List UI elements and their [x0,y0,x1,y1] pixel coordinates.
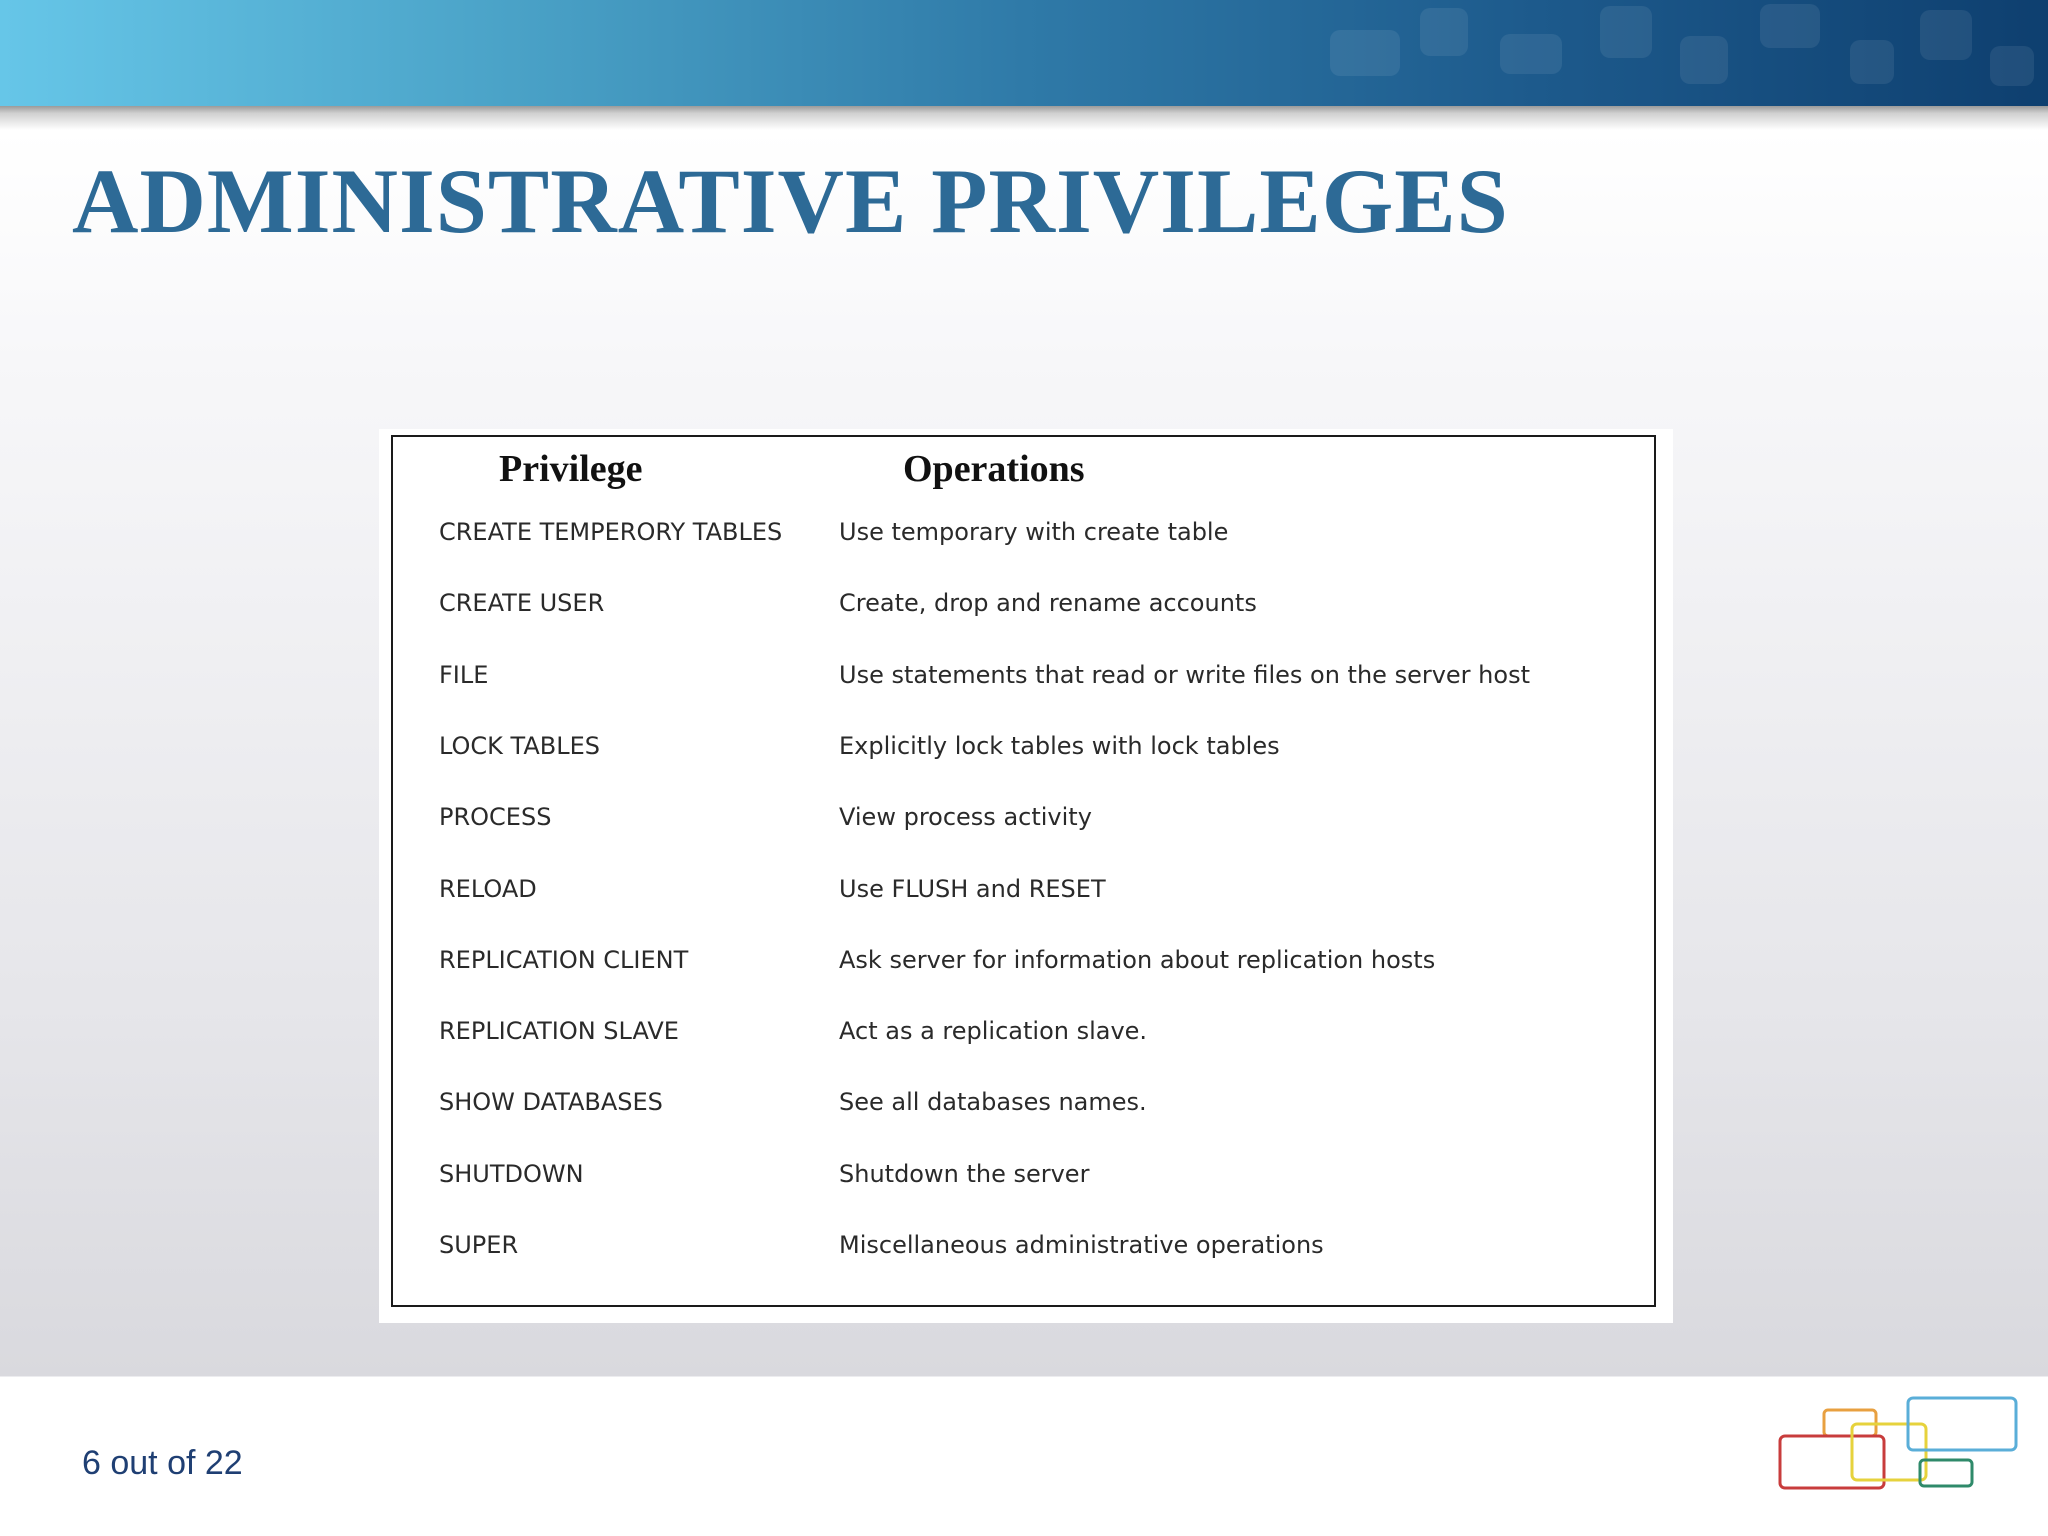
operation-cell: Use FLUSH and RESET [839,874,1106,903]
operation-cell: Shutdown the server [839,1159,1090,1188]
privileges-table-card [379,429,1673,1323]
operation-cell: View process activity [839,803,1092,832]
privilege-cell: SUPER [439,1231,519,1259]
table-row [393,1011,1654,1051]
privilege-cell: SHUTDOWN [439,1159,584,1188]
operation-cell: See all databases names. [839,1088,1147,1117]
column-header-operations: Operations [903,448,1085,490]
top-banner [0,0,2048,106]
operation-cell: Create, drop and rename accounts [839,589,1257,618]
privilege-cell: REPLICATION SLAVE [439,1017,679,1046]
banner-decoration [1760,4,1820,48]
logo-yellow-square [1852,1424,1926,1480]
page-counter: 6 out of 22 [82,1444,243,1482]
table-body [393,437,1654,1305]
privilege-cell: LOCK TABLES [439,731,600,760]
banner-decoration [1680,36,1728,84]
banner-decoration [1330,30,1400,76]
operation-cell: Use temporary with create table [839,518,1229,546]
logo-green-square [1920,1460,1972,1486]
banner-shadow [0,106,2048,130]
privileges-table [391,435,1656,1307]
table-row [393,869,1654,909]
table-row [393,1154,1654,1194]
table-row [393,1225,1654,1265]
table-row [393,655,1654,695]
privilege-cell: CREATE TEMPERORY TABLES [439,518,783,546]
banner-decoration [1420,8,1468,56]
table-row [393,512,1654,552]
banner-decoration [1500,34,1562,74]
privilege-cell: FILE [439,660,489,689]
operation-cell: Use statements that read or write files on the server host [839,660,1530,689]
operation-cell: Miscellaneous administrative operations [839,1231,1324,1259]
privilege-cell: REPLICATION CLIENT [439,945,689,974]
banner-decoration [1990,46,2034,86]
interlocking-squares-logo-icon [1772,1396,2022,1508]
privilege-cell: SHOW DATABASES [439,1088,663,1117]
banner-decoration [1920,10,1972,60]
operation-cell: Act as a replication slave. [839,1017,1148,1046]
column-header-privilege: Privilege [499,448,643,490]
table-row [393,583,1654,623]
banner-decoration [1600,6,1652,58]
privilege-cell: PROCESS [439,803,552,832]
operation-cell: Ask server for information about replication hosts [839,945,1436,974]
table-row [393,726,1654,766]
banner-decoration [1850,40,1894,84]
privilege-cell: CREATE USER [439,589,605,618]
operation-cell: Explicitly lock tables with lock tables [839,731,1280,760]
table-row [393,797,1654,837]
slide-title: ADMINISTRATIVE PRIVILEGES [72,150,1509,252]
privilege-cell: RELOAD [439,874,537,903]
table-row [393,1082,1654,1122]
table-row [393,940,1654,980]
